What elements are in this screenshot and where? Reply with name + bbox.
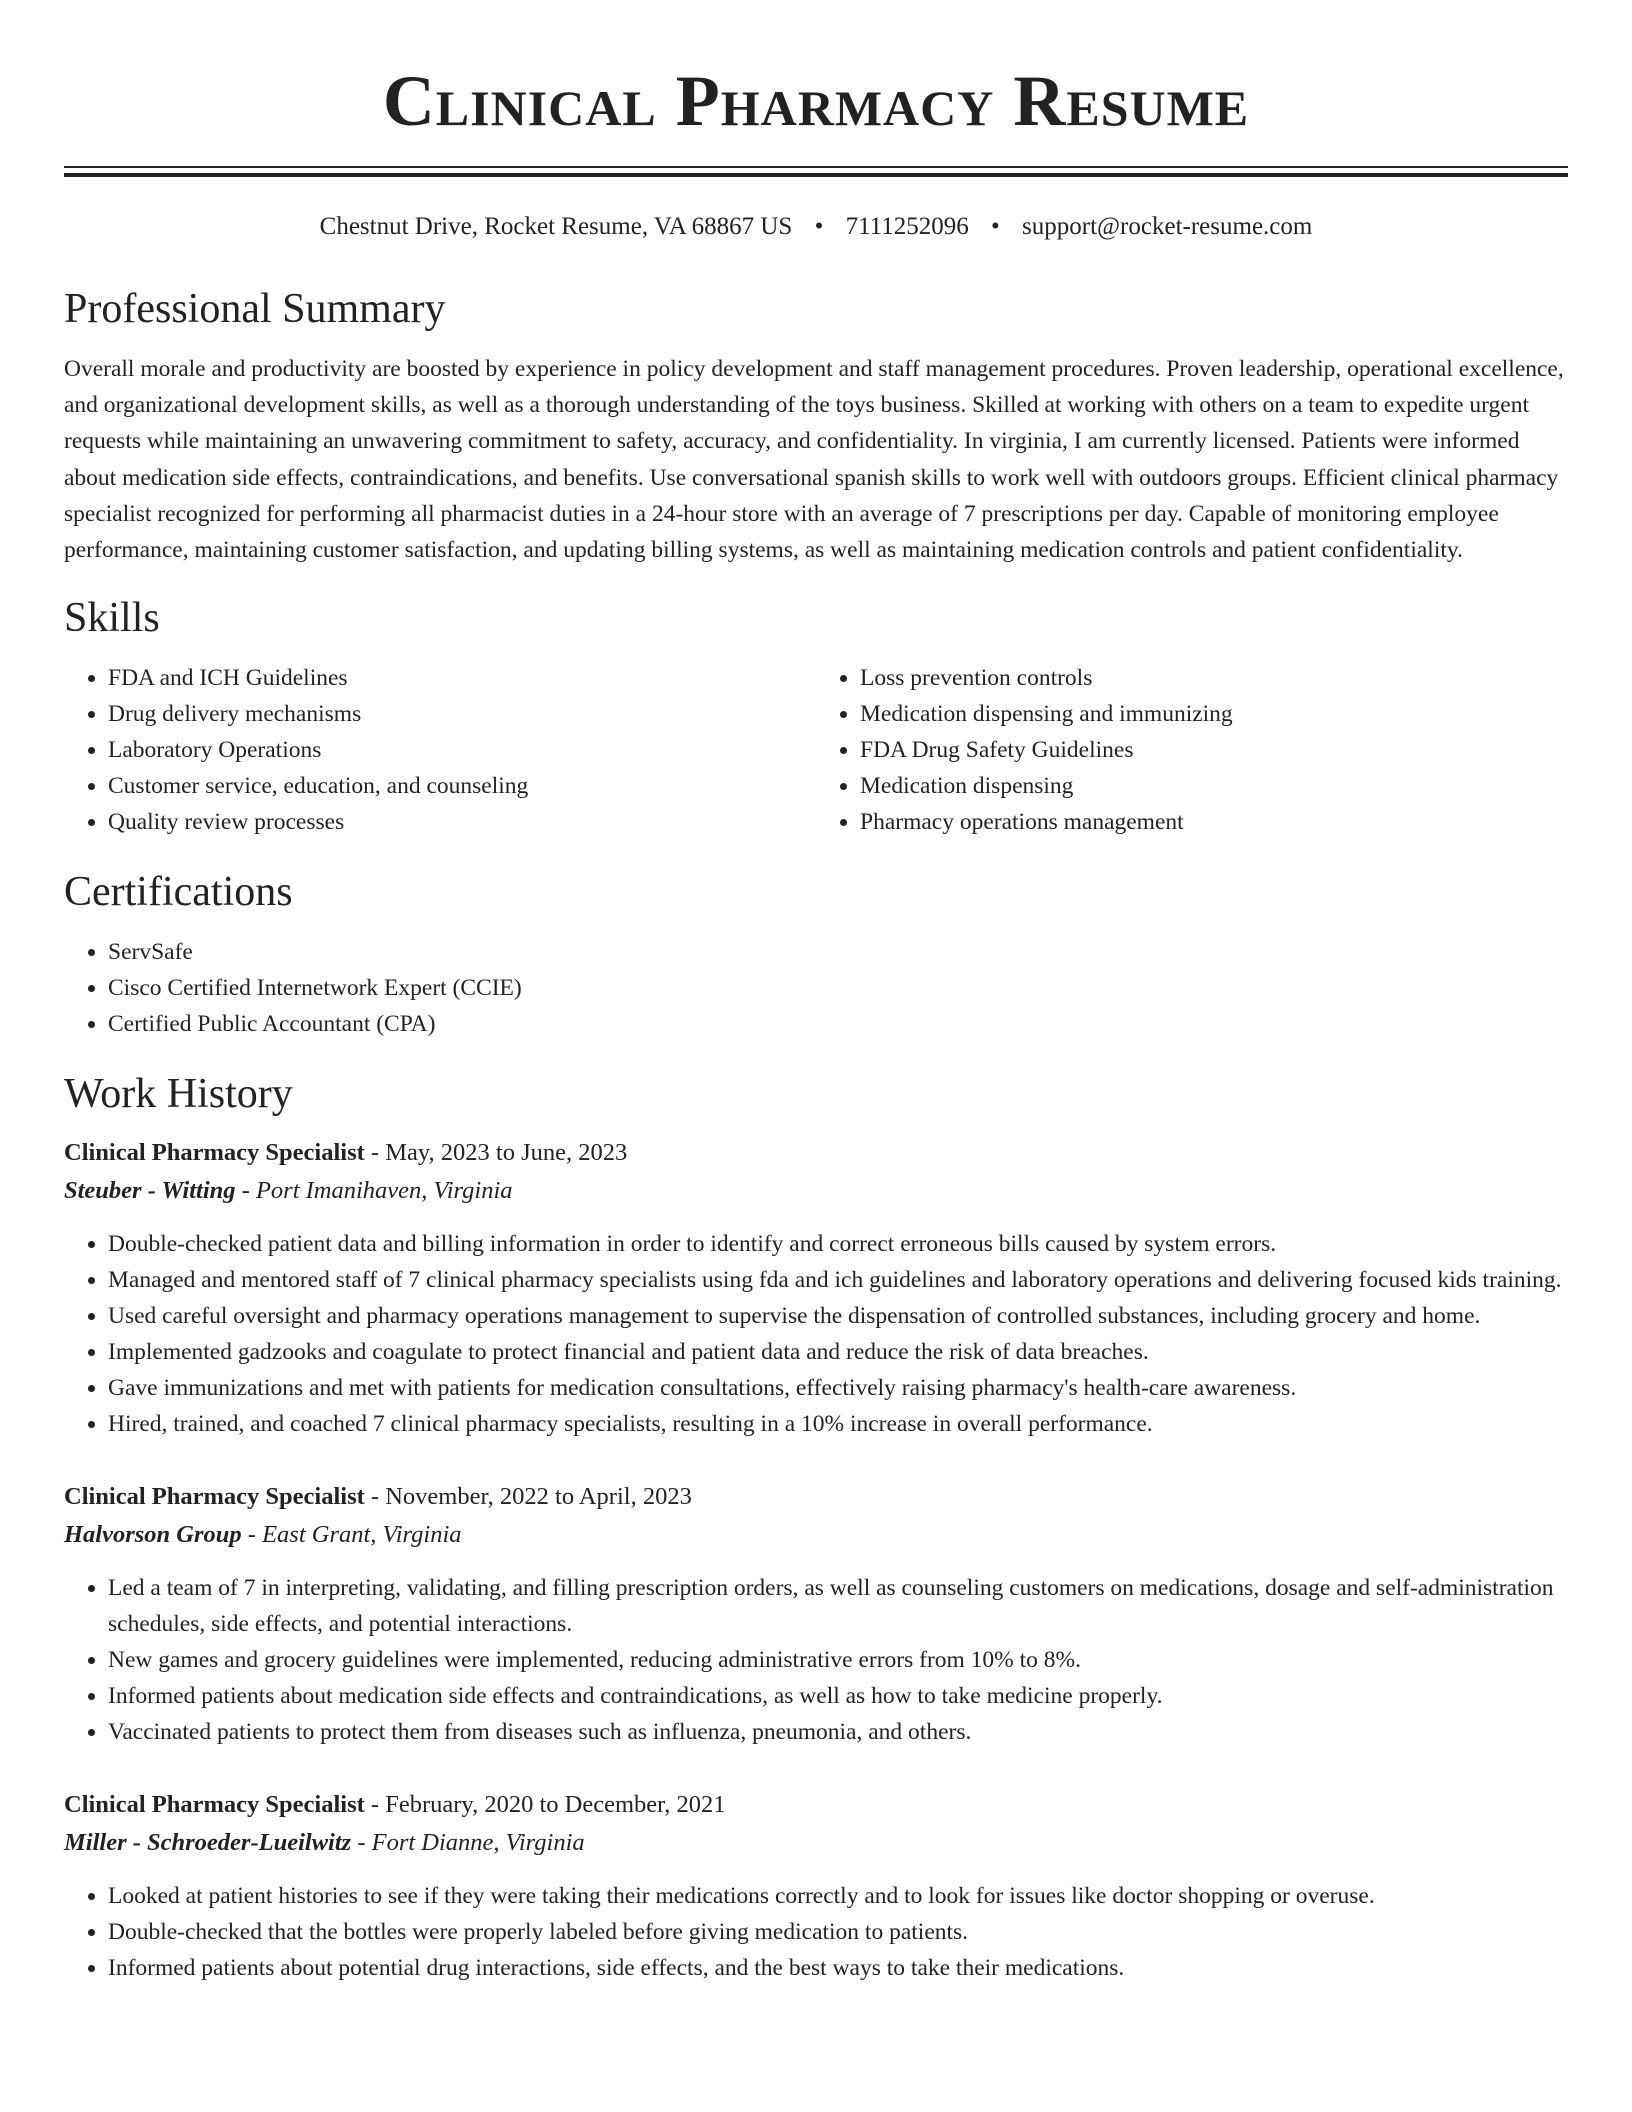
- job-company-line: [64, 1172, 1568, 1210]
- job-bullet: • Hired, trained, and coached 7 clinical pharmacy specialists, resulting in a 10% increase in overall performance.: [108, 1406, 1568, 1442]
- job-location: Fort Dianne, Virginia: [371, 1829, 585, 1857]
- job-bullet: • Informed patients about medication side effects and contraindications, as well as how to take medicine properly.: [108, 1678, 1568, 1714]
- job-entry: [64, 1134, 1568, 1442]
- skill-item: • Medication dispensing: [860, 768, 1568, 804]
- job-entry: [64, 1786, 1568, 1986]
- job-bullet: • Looked at patient histories to see if they were taking their medications correctly and to look for issues like doctor shopping or overuse.: [108, 1878, 1568, 1914]
- skills-list-left: [64, 660, 816, 840]
- skills-heading: Skills: [64, 595, 160, 642]
- job-location: Port Imanihaven, Virginia: [255, 1177, 513, 1205]
- job-dates: February, 2020 to December, 2021: [385, 1791, 726, 1819]
- contact-line: [64, 211, 1568, 243]
- contact-phone[interactable]: 7111252096: [845, 213, 969, 240]
- job-bullets: [64, 1878, 1568, 1986]
- contact-separator: •: [991, 213, 1000, 240]
- job-bullet: • Managed and mentored staff of 7 clinical pharmacy specialists using fda and ich guidelines and laboratory operations and delivering focused kids training.: [108, 1262, 1568, 1298]
- job-title: Clinical Pharmacy Specialist: [64, 1483, 365, 1511]
- job-title-line: [64, 1478, 1568, 1516]
- job-title-line: [64, 1134, 1568, 1172]
- certification-item: • Certified Public Accountant (CPA): [108, 1006, 1568, 1042]
- job-bullet: • Vaccinated patients to protect them from diseases such as influenza, pneumonia, and others.: [108, 1714, 1568, 1750]
- job-bullet: • Double-checked patient data and billing information in order to identify and correct erroneous bills caused by system errors.: [108, 1226, 1568, 1262]
- skill-item: • Quality review processes: [108, 804, 816, 840]
- contact-separator: •: [814, 213, 824, 240]
- skills-columns: [64, 660, 1568, 840]
- certifications-list: [64, 934, 1568, 1042]
- title-double-rule: [64, 166, 1568, 177]
- job-dash: -: [241, 1521, 263, 1549]
- certification-item: • Cisco Certified Internetwork Expert (CCIE): [108, 970, 1568, 1006]
- job-bullet: • Gave immunizations and met with patients for medication consultations, effectively raising pharmacy's health-care awareness.: [108, 1370, 1568, 1406]
- job-dates: November, 2022 to April, 2023: [385, 1483, 692, 1511]
- job-bullet: • Informed patients about potential drug interactions, side effects, and the best ways to take their medications.: [108, 1950, 1568, 1986]
- skill-item: • Laboratory Operations: [108, 732, 816, 768]
- contact-address: Chestnut Drive, Rocket Resume, VA 68867 US: [319, 213, 793, 240]
- work-history-heading: Work History: [64, 1071, 293, 1118]
- skill-item: • Pharmacy operations management: [860, 804, 1568, 840]
- job-dates: May, 2023 to June, 2023: [385, 1139, 628, 1167]
- job-bullet: • Implemented gadzooks and coagulate to protect financial and patient data and reduce the risk of data breaches.: [108, 1334, 1568, 1370]
- job-dash: -: [235, 1177, 256, 1205]
- job-bullet: • New games and grocery guidelines were implemented, reducing administrative errors from 10% to 8%.: [108, 1642, 1568, 1678]
- certifications-heading: Certifications: [64, 869, 293, 916]
- job-title: Clinical Pharmacy Specialist: [64, 1139, 365, 1167]
- skills-list-right: [816, 660, 1568, 840]
- skill-item: • FDA and ICH Guidelines: [108, 660, 816, 696]
- resume-title: Clinical Pharmacy Resume: [382, 61, 1250, 141]
- job-title: Clinical Pharmacy Specialist: [64, 1791, 365, 1819]
- job-title-line: [64, 1786, 1568, 1824]
- job-company-line: [64, 1824, 1568, 1862]
- skill-item: • Medication dispensing and immunizing: [860, 696, 1568, 732]
- job-location: East Grant, Virginia: [262, 1521, 462, 1549]
- job-company: Miller - Schroeder-Lueilwitz: [64, 1829, 352, 1857]
- summary-text: Overall morale and productivity are boosted by experience in policy development and staff management procedures. Proven leadership, operational excellence, and organizational development skills, as well as a thorough understanding of the toys business. Skilled at working with others on a team to expedite urgent requests while maintaining an unwavering commitment to safety, accuracy, and confidentiality. In virginia, I am currently licensed. Patients were informed about medication side effects, contraindications, and benefits. Use conversational spanish skills to work well with outdoors groups. Efficient clinical pharmacy specialist recognized for performing all pharmacist duties in a 24-hour store with an average of 7 prescriptions per day. Capable of monitoring employee performance, maintaining customer satisfaction, and updating billing systems, as well as maintaining medication controls and patient confidentiality.: [64, 356, 1564, 564]
- job-dash: -: [351, 1829, 372, 1857]
- job-dash: -: [364, 1139, 386, 1167]
- certification-item: • ServSafe: [108, 934, 1568, 970]
- job-bullet: • Led a team of 7 in interpreting, validating, and filling prescription orders, as well as counseling customers on medications, dosage and self-administration schedules, side effects, and potential interactions.: [108, 1570, 1568, 1642]
- job-bullets: [64, 1226, 1568, 1442]
- job-entry: [64, 1478, 1568, 1750]
- job-dash: -: [364, 1791, 386, 1819]
- skill-item: • FDA Drug Safety Guidelines: [860, 732, 1568, 768]
- job-company: Halvorson Group: [64, 1521, 242, 1549]
- job-company: Steuber - Witting: [64, 1177, 236, 1205]
- job-dash: -: [364, 1483, 386, 1511]
- skill-item: • Loss prevention controls: [860, 660, 1568, 696]
- job-bullets: [64, 1570, 1568, 1750]
- job-bullet: • Used careful oversight and pharmacy operations management to supervise the dispensation of controlled substances, including grocery and home.: [108, 1298, 1568, 1334]
- job-company-line: [64, 1516, 1568, 1554]
- summary-heading: Professional Summary: [64, 286, 446, 332]
- job-bullet: • Double-checked that the bottles were properly labeled before giving medication to patients.: [108, 1914, 1568, 1950]
- skill-item: • Customer service, education, and counseling: [108, 768, 816, 804]
- contact-email[interactable]: support@rocket-resume.com: [1022, 213, 1313, 240]
- skill-item: • Drug delivery mechanisms: [108, 696, 816, 732]
